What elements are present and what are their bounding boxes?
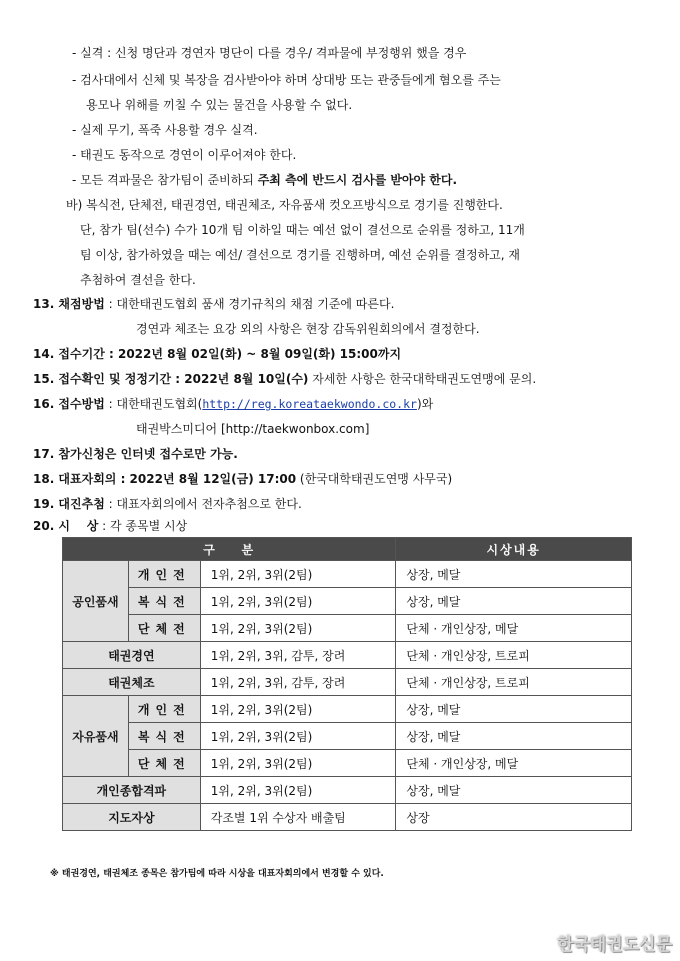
prize-cell: 단체 · 개인상장, 메달	[396, 750, 632, 777]
subcategory-cell: 단체전	[128, 615, 200, 642]
section-18	[33, 471, 452, 487]
section-13-text: : 대한태권도협회 품새 경기규칙의 채점 기준에 따른다.	[104, 297, 395, 311]
table-row	[63, 669, 632, 696]
table-row	[63, 615, 632, 642]
section-19-text: : 대표자회의에서 전자추첨으로 한다.	[104, 497, 302, 511]
prize-cell: 단체 · 개인상장, 메달	[396, 615, 632, 642]
rule-break-text: - 모든 격파물은 참가팀이 준비하되	[72, 173, 258, 187]
category-cell: 자유품새	[63, 696, 129, 777]
section-16	[33, 396, 433, 412]
subcategory-cell: 개인전	[128, 696, 200, 723]
prize-cell: 상장, 메달	[396, 723, 632, 750]
section-20-label: 20. 시 상	[33, 519, 99, 533]
section-18-text: (한국대학태권도연맹 사무국)	[296, 472, 453, 486]
subcategory-cell: 단체전	[128, 750, 200, 777]
section-14-label: 14. 접수기간	[33, 347, 105, 361]
category-cell: 지도자상	[63, 804, 201, 831]
section-13	[33, 296, 394, 312]
rank-cell: 1위, 2위, 3위(2팀)	[200, 723, 396, 750]
section-14	[33, 346, 401, 362]
rule-inspection-cont: 용모나 위해를 끼칠 수 있는 물건을 사용할 수 없다.	[86, 98, 353, 112]
table-row	[63, 561, 632, 588]
header-content: 시상내용	[396, 538, 632, 561]
rank-cell: 1위, 2위, 3위(2팀)	[200, 615, 396, 642]
prize-cell: 단체 · 개인상장, 트로피	[396, 642, 632, 669]
section-19	[33, 496, 302, 512]
rule-taekwondo-moves: - 태권도 동작으로 경연이 이루어져야 한다.	[72, 148, 297, 162]
award-table-header	[63, 538, 632, 561]
rank-cell: 1위, 2위, 3위(2팀)	[200, 777, 396, 804]
prize-cell: 상장, 메달	[396, 588, 632, 615]
category-cell: 개인종합격파	[63, 777, 201, 804]
section-13-text2: 경연과 체조는 요강 외의 사항은 현장 감독위원회의에서 결정한다.	[136, 322, 480, 336]
table-row	[63, 642, 632, 669]
section-13-label: 13. 채점방법	[33, 297, 105, 311]
registration-link[interactable]: http://reg.koreataekwondo.co.kr	[202, 397, 417, 411]
section-14-text: : 2022년 8월 02일(화) ~ 8월 09일(화) 15:00까지	[104, 347, 402, 361]
rank-cell: 1위, 2위, 3위, 감투, 장려	[200, 642, 396, 669]
rule-cutoff-cont3: 추첨하여 결선을 한다.	[80, 273, 196, 287]
rank-cell: 1위, 2위, 3위(2팀)	[200, 750, 396, 777]
table-row	[63, 804, 632, 831]
rank-cell: 1위, 2위, 3위(2팀)	[200, 561, 396, 588]
subcategory-cell: 개인전	[128, 561, 200, 588]
category-cell: 공인품새	[63, 561, 129, 642]
category-cell: 태권체조	[63, 669, 201, 696]
rule-cutoff-cont2: 팀 이상, 참가하였을 때는 예선/ 결선으로 경기를 진행하며, 예선 순위를 결정하고, 재	[80, 248, 520, 262]
prize-cell: 상장, 메달	[396, 696, 632, 723]
rule-break-emphasis: 주최 측에 반드시 검사를 받아야 한다.	[257, 173, 458, 187]
table-row	[63, 750, 632, 777]
prize-cell: 단체 · 개인상장, 트로피	[396, 669, 632, 696]
rank-cell: 1위, 2위, 3위(2팀)	[200, 696, 396, 723]
award-table	[62, 537, 632, 831]
subcategory-cell: 복식전	[128, 588, 200, 615]
section-16-post: )와	[416, 397, 434, 411]
prize-cell: 상장, 메달	[396, 777, 632, 804]
rank-cell: 1위, 2위, 3위, 감투, 장려	[200, 669, 396, 696]
footnote: ※ 태권경연, 태권체조 종목은 참가팀에 따라 시상을 대표자회의에서 변경할 수 있다.	[50, 869, 384, 879]
section-16-pre: : 대한태권도협회(	[104, 397, 203, 411]
section-18-label: 18. 대표자회의	[33, 472, 117, 486]
rule-cutoff: 바) 복식전, 단체전, 태권경연, 태권체조, 자유품새 컷오프방식으로 경기를 진행한다.	[66, 198, 503, 212]
section-15	[33, 371, 536, 387]
prize-cell: 상장	[396, 804, 632, 831]
table-row	[63, 723, 632, 750]
rule-inspection: - 검사대에서 신체 및 복장을 검사받아야 하며 상대방 또는 관중들에게 혐오를 주는	[72, 73, 501, 87]
section-16-text2: 태권박스미디어 [http://taekwonbox.com]	[136, 422, 370, 436]
section-16-label: 16. 접수방법	[33, 397, 105, 411]
table-row	[63, 696, 632, 723]
section-18-date: : 2022년 8월 12일(금) 17:00	[116, 472, 297, 486]
subcategory-cell: 복식전	[128, 723, 200, 750]
newspaper-watermark: 한국태권도신문	[557, 935, 672, 955]
rank-cell: 1위, 2위, 3위(2팀)	[200, 588, 396, 615]
section-19-label: 19. 대진추첨	[33, 497, 105, 511]
category-cell: 태권경연	[63, 642, 201, 669]
prize-cell: 상장, 메달	[396, 561, 632, 588]
rule-weapons: - 실제 무기, 폭죽 사용할 경우 실격.	[72, 123, 258, 137]
rank-cell: 각조별 1위 수상자 배출팀	[200, 804, 396, 831]
section-20-text: : 각 종목별 시상	[98, 519, 188, 533]
section-15-label: 15. 접수확인 및 정정기간	[33, 372, 172, 386]
section-17: 17. 참가신청은 인터넷 접수로만 가능.	[33, 447, 238, 461]
section-15-date: : 2022년 8월 10일(수)	[171, 372, 309, 386]
section-20	[33, 518, 187, 534]
table-row	[63, 588, 632, 615]
table-row	[63, 777, 632, 804]
rule-cutoff-cont1: 단, 참가 팀(선수) 수가 10개 팀 이하일 때는 예선 없이 결선으로 순위를 정하고, 11개	[80, 223, 525, 237]
rule-disqualify: - 실격 : 신청 명단과 경연자 명단이 다를 경우/ 격파물에 부정행위 했을 경우	[72, 46, 467, 60]
section-15-text: 자세한 사항은 한국대학태권도연맹에 문의.	[308, 372, 537, 386]
header-category: 구 분	[63, 538, 396, 561]
rule-break-materials	[72, 172, 457, 188]
